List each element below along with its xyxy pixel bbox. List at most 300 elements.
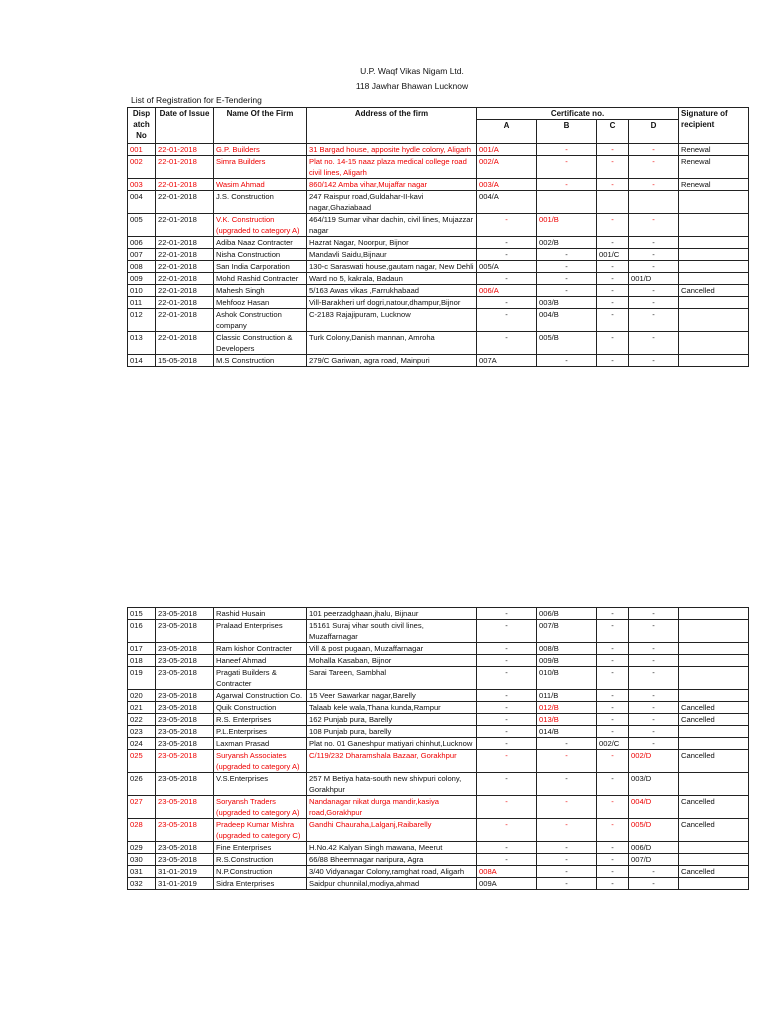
cell-date: 22-01-2018 <box>156 144 214 156</box>
cell-cert-c: - <box>597 714 629 726</box>
table-row <box>128 738 749 750</box>
cell-cert-a: 004/A <box>477 191 537 214</box>
cell-dispatch-no: 025 <box>128 750 156 773</box>
cell-signature <box>679 643 749 655</box>
cell-dispatch-no: 004 <box>128 191 156 214</box>
cell-address: 101 peerzadghaan,jhalu, Bijnaur <box>307 608 477 620</box>
cell-dispatch-no: 028 <box>128 819 156 842</box>
cell-cert-d: 002/D <box>629 750 679 773</box>
cell-cert-b <box>537 191 597 214</box>
cell-cert-a: - <box>477 796 537 819</box>
cell-firm-name: Pradeep Kumar Mishra (upgraded to category C) <box>214 819 307 842</box>
cell-signature: Renewal <box>679 156 749 179</box>
cell-cert-b: 010/B <box>537 667 597 690</box>
cell-cert-a: 002/A <box>477 156 537 179</box>
cell-cert-d: - <box>629 214 679 237</box>
table-row <box>128 878 749 890</box>
col-firm-address: Address of the firm <box>307 108 477 144</box>
table-row <box>128 309 749 332</box>
cell-address: 130-c Saraswati house,gautam nagar, New Dehli <box>307 261 477 273</box>
cell-firm-name: V.K. Construction (upgraded to category A) <box>214 214 307 237</box>
cell-date: 22-01-2018 <box>156 297 214 309</box>
cell-cert-a: 008A <box>477 866 537 878</box>
cell-firm-name: Soryansh Traders (upgraded to category A) <box>214 796 307 819</box>
table-row <box>128 750 749 773</box>
cell-cert-b: - <box>537 355 597 367</box>
cell-date: 22-01-2018 <box>156 249 214 261</box>
cell-cert-b: 003/B <box>537 297 597 309</box>
cell-address: 257 M Betiya hata-south new shivpuri colony, Gorakhpur <box>307 773 477 796</box>
cell-cert-b: 005/B <box>537 332 597 355</box>
cell-date: 23-05-2018 <box>156 608 214 620</box>
cell-date: 22-01-2018 <box>156 156 214 179</box>
cell-cert-b: - <box>537 750 597 773</box>
cell-signature <box>679 655 749 667</box>
cell-dispatch-no: 013 <box>128 332 156 355</box>
cell-date: 22-01-2018 <box>156 261 214 273</box>
cell-signature <box>679 608 749 620</box>
cell-cert-a: - <box>477 332 537 355</box>
cell-cert-c: - <box>597 655 629 667</box>
cell-address: 3/40 Vidyanagar Colony,ramghat road, Aligarh <box>307 866 477 878</box>
cell-address: Hazrat Nagar, Noorpur, Bijnor <box>307 237 477 249</box>
cell-signature <box>679 726 749 738</box>
cell-cert-b: 011/B <box>537 690 597 702</box>
cell-firm-name: Nisha Construction <box>214 249 307 261</box>
cell-dispatch-no: 018 <box>128 655 156 667</box>
cell-cert-a: 006/A <box>477 285 537 297</box>
cell-cert-c: - <box>597 866 629 878</box>
table-row <box>128 297 749 309</box>
cell-cert-d: 003/D <box>629 773 679 796</box>
cell-signature <box>679 842 749 854</box>
cell-signature: Cancelled <box>679 796 749 819</box>
cell-date: 23-05-2018 <box>156 796 214 819</box>
cell-signature <box>679 214 749 237</box>
cell-cert-a: - <box>477 297 537 309</box>
cell-signature <box>679 667 749 690</box>
cell-signature <box>679 191 749 214</box>
cell-signature <box>679 854 749 866</box>
table-row <box>128 819 749 842</box>
cell-cert-d: - <box>629 156 679 179</box>
cell-date: 22-01-2018 <box>156 191 214 214</box>
cell-address: 464/119 Sumar vihar dachin, civil lines, Mujazzar nagar <box>307 214 477 237</box>
cell-signature <box>679 773 749 796</box>
cell-address: Plat no. 14-15 naaz plaza medical college road civil lines, Aligarh <box>307 156 477 179</box>
cell-address: Talaab kele wala,Thana kunda,Rampur <box>307 702 477 714</box>
cell-cert-d: - <box>629 667 679 690</box>
cell-dispatch-no: 030 <box>128 854 156 866</box>
table-body-1 <box>128 144 749 367</box>
cell-dispatch-no: 007 <box>128 249 156 261</box>
cell-cert-b: - <box>537 285 597 297</box>
cell-dispatch-no: 011 <box>128 297 156 309</box>
cell-signature: Cancelled <box>679 819 749 842</box>
cell-cert-c: - <box>597 620 629 643</box>
cell-date: 22-01-2018 <box>156 309 214 332</box>
cell-cert-c: - <box>597 156 629 179</box>
cell-date: 23-05-2018 <box>156 819 214 842</box>
cell-cert-d: - <box>629 249 679 261</box>
table-row <box>128 249 749 261</box>
cell-cert-d: 005/D <box>629 819 679 842</box>
cell-date: 23-05-2018 <box>156 842 214 854</box>
col-cert-a: A <box>477 120 537 144</box>
cell-cert-c: - <box>597 297 629 309</box>
cell-cert-a: - <box>477 655 537 667</box>
cell-firm-name: N.P.Construction <box>214 866 307 878</box>
cell-date: 22-01-2018 <box>156 332 214 355</box>
cell-signature <box>679 249 749 261</box>
cell-address: 108 Punjab pura, barelly <box>307 726 477 738</box>
cell-date: 22-01-2018 <box>156 285 214 297</box>
cell-cert-a: - <box>477 726 537 738</box>
cell-firm-name: San India Carporation <box>214 261 307 273</box>
cell-signature <box>679 878 749 890</box>
cell-firm-name: Wasim Ahmad <box>214 179 307 191</box>
cell-cert-d: - <box>629 690 679 702</box>
cell-dispatch-no: 009 <box>128 273 156 285</box>
cell-signature <box>679 237 749 249</box>
cell-date: 23-05-2018 <box>156 702 214 714</box>
cell-address: Plat no. 01 Ganeshpur matiyari chinhut,Lucknow <box>307 738 477 750</box>
cell-address: C-2183 Rajajipuram, Lucknow <box>307 309 477 332</box>
cell-signature: Renewal <box>679 144 749 156</box>
cell-date: 15-05-2018 <box>156 355 214 367</box>
cell-cert-d: - <box>629 355 679 367</box>
cell-firm-name: Classic Construction & Developers <box>214 332 307 355</box>
cell-firm-name: Quik Construction <box>214 702 307 714</box>
cell-firm-name: Agarwal Construction Co. <box>214 690 307 702</box>
cell-cert-c: - <box>597 702 629 714</box>
cell-cert-a: 007A <box>477 355 537 367</box>
cell-signature <box>679 261 749 273</box>
col-certificate-no: Certificate no. <box>477 108 679 120</box>
table-row <box>128 854 749 866</box>
table-row <box>128 608 749 620</box>
cell-firm-name: Sidra Enterprises <box>214 878 307 890</box>
cell-cert-c: - <box>597 214 629 237</box>
cell-cert-d: - <box>629 726 679 738</box>
cell-cert-b: - <box>537 249 597 261</box>
table-row <box>128 690 749 702</box>
cell-firm-name: R.S.Construction <box>214 854 307 866</box>
cell-cert-a: 001/A <box>477 144 537 156</box>
cell-cert-a: - <box>477 819 537 842</box>
cell-cert-a: - <box>477 750 537 773</box>
cell-address: Vill-Barakheri urf dogri,natour,dhampur,Bijnor <box>307 297 477 309</box>
cell-dispatch-no: 003 <box>128 179 156 191</box>
cell-signature: Cancelled <box>679 750 749 773</box>
cell-date: 23-05-2018 <box>156 750 214 773</box>
cell-cert-c: - <box>597 726 629 738</box>
table-row <box>128 620 749 643</box>
cell-signature: Cancelled <box>679 866 749 878</box>
cell-firm-name: Suryansh Associates (upgraded to category A) <box>214 750 307 773</box>
table-row <box>128 643 749 655</box>
col-signature: Signature of recipient <box>679 108 749 144</box>
cell-signature: Cancelled <box>679 714 749 726</box>
cell-cert-a: - <box>477 773 537 796</box>
cell-dispatch-no: 026 <box>128 773 156 796</box>
cell-cert-c: - <box>597 273 629 285</box>
table-row <box>128 702 749 714</box>
cell-date: 31-01-2019 <box>156 878 214 890</box>
table-row <box>128 726 749 738</box>
cell-cert-b: - <box>537 854 597 866</box>
cell-dispatch-no: 023 <box>128 726 156 738</box>
table-row <box>128 866 749 878</box>
cell-cert-d: - <box>629 332 679 355</box>
cell-cert-c: - <box>597 819 629 842</box>
table-row <box>128 237 749 249</box>
cell-cert-a: - <box>477 690 537 702</box>
cell-cert-d: - <box>629 714 679 726</box>
cell-address: H.No.42 Kalyan Singh mawana, Meerut <box>307 842 477 854</box>
cell-cert-b: 002/B <box>537 237 597 249</box>
cell-firm-name: Laxman Prasad <box>214 738 307 750</box>
cell-cert-b: - <box>537 261 597 273</box>
cell-cert-b: 007/B <box>537 620 597 643</box>
cell-address: 31 Bargad house, apposite hydle colony, Aligarh <box>307 144 477 156</box>
cell-cert-a: - <box>477 702 537 714</box>
cell-address: 15 Veer Sawarkar nagar,Barelly <box>307 690 477 702</box>
cell-cert-a: - <box>477 854 537 866</box>
cell-cert-b: 012/B <box>537 702 597 714</box>
cell-cert-b: - <box>537 819 597 842</box>
cell-cert-d: - <box>629 878 679 890</box>
cell-firm-name: Adiba Naaz Contracter <box>214 237 307 249</box>
cell-address: Vill & post pugaan, Muzaffarnagar <box>307 643 477 655</box>
cell-cert-d: - <box>629 144 679 156</box>
cell-cert-d: - <box>629 643 679 655</box>
cell-address: Ward no 5, kakrala, Badaun <box>307 273 477 285</box>
cell-dispatch-no: 012 <box>128 309 156 332</box>
cell-firm-name: P.L.Enterprises <box>214 726 307 738</box>
cell-cert-d: 007/D <box>629 854 679 866</box>
cell-dispatch-no: 015 <box>128 608 156 620</box>
org-address: 118 Jawhar Bhawan Lucknow <box>355 81 469 91</box>
table-row <box>128 332 749 355</box>
cell-dispatch-no: 016 <box>128 620 156 643</box>
cell-cert-b: - <box>537 866 597 878</box>
col-firm-name: Name Of the Firm <box>214 108 307 144</box>
cell-cert-d: - <box>629 237 679 249</box>
cell-cert-c: - <box>597 750 629 773</box>
cell-cert-b: 008/B <box>537 643 597 655</box>
cell-cert-b: - <box>537 156 597 179</box>
cell-firm-name: Fine Enterprises <box>214 842 307 854</box>
cell-cert-c: - <box>597 237 629 249</box>
col-cert-d: D <box>629 120 679 144</box>
cell-dispatch-no: 006 <box>128 237 156 249</box>
cell-dispatch-no: 024 <box>128 738 156 750</box>
cell-cert-c: - <box>597 261 629 273</box>
cell-dispatch-no: 001 <box>128 144 156 156</box>
cell-address: Turk Colony,Danish mannan, Amroha <box>307 332 477 355</box>
cell-signature: Cancelled <box>679 702 749 714</box>
cell-date: 23-05-2018 <box>156 643 214 655</box>
cell-signature <box>679 297 749 309</box>
cell-cert-d: - <box>629 702 679 714</box>
cell-cert-c: - <box>597 608 629 620</box>
registration-table-1 <box>127 107 749 367</box>
cell-date: 22-01-2018 <box>156 214 214 237</box>
cell-date: 31-01-2019 <box>156 866 214 878</box>
cell-signature <box>679 355 749 367</box>
cell-dispatch-no: 017 <box>128 643 156 655</box>
cell-cert-d: - <box>629 738 679 750</box>
table-row <box>128 714 749 726</box>
cell-cert-a: 005/A <box>477 261 537 273</box>
cell-cert-b: - <box>537 878 597 890</box>
cell-cert-d: - <box>629 866 679 878</box>
cell-address: 162 Punjab pura, Barelly <box>307 714 477 726</box>
cell-address: 247 Raispur road,Guldahar-II-kavi nagar,Ghaziabaad <box>307 191 477 214</box>
cell-address: 860/142 Amba vihar,Mujaffar nagar <box>307 179 477 191</box>
cell-cert-b: 001/B <box>537 214 597 237</box>
cell-firm-name: Mohd Rashid Contracter <box>214 273 307 285</box>
table-row <box>128 179 749 191</box>
cell-cert-c: - <box>597 309 629 332</box>
cell-cert-d: - <box>629 261 679 273</box>
cell-cert-b: 004/B <box>537 309 597 332</box>
cell-cert-c: - <box>597 690 629 702</box>
cell-cert-b: - <box>537 738 597 750</box>
cell-address: 5/163 Awas vikas ,Farrukhabaad <box>307 285 477 297</box>
cell-signature <box>679 620 749 643</box>
list-title: List of Registration for E-Tendering <box>131 95 262 105</box>
cell-date: 22-01-2018 <box>156 237 214 249</box>
cell-cert-d: - <box>629 655 679 667</box>
cell-cert-a: - <box>477 249 537 261</box>
table-row <box>128 191 749 214</box>
cell-cert-a: - <box>477 714 537 726</box>
table-row <box>128 667 749 690</box>
cell-cert-d: - <box>629 297 679 309</box>
cell-cert-d: - <box>629 179 679 191</box>
cell-cert-d: 004/D <box>629 796 679 819</box>
cell-cert-a: - <box>477 237 537 249</box>
table-row <box>128 285 749 297</box>
cell-cert-c: - <box>597 854 629 866</box>
cell-firm-name: R.S. Enterprises <box>214 714 307 726</box>
table-row <box>128 773 749 796</box>
col-cert-c: C <box>597 120 629 144</box>
table-row <box>128 842 749 854</box>
cell-dispatch-no: 021 <box>128 702 156 714</box>
cell-firm-name: J.S. Construction <box>214 191 307 214</box>
cell-dispatch-no: 010 <box>128 285 156 297</box>
cell-cert-d <box>629 191 679 214</box>
cell-cert-b: 006/B <box>537 608 597 620</box>
cell-cert-a: - <box>477 309 537 332</box>
table-row <box>128 355 749 367</box>
cell-signature <box>679 690 749 702</box>
cell-firm-name: Mahesh Singh <box>214 285 307 297</box>
cell-firm-name: G.P. Builders <box>214 144 307 156</box>
cell-cert-b: - <box>537 842 597 854</box>
cell-cert-b: - <box>537 273 597 285</box>
cell-dispatch-no: 020 <box>128 690 156 702</box>
cell-cert-d: - <box>629 620 679 643</box>
cell-date: 23-05-2018 <box>156 655 214 667</box>
table-row <box>128 214 749 237</box>
cell-cert-c <box>597 191 629 214</box>
cell-cert-a: 009A <box>477 878 537 890</box>
table-row <box>128 273 749 285</box>
table-row <box>128 156 749 179</box>
cell-date: 23-05-2018 <box>156 690 214 702</box>
cell-firm-name: Ram kishor Contracter <box>214 643 307 655</box>
cell-address: 15161 Suraj vihar south civil lines, Muzaffarnagar <box>307 620 477 643</box>
registration-table-2 <box>127 607 749 890</box>
cell-dispatch-no: 014 <box>128 355 156 367</box>
col-dispatch-no: Disp atch No <box>128 108 156 144</box>
cell-cert-c: - <box>597 643 629 655</box>
cell-cert-b: - <box>537 179 597 191</box>
cell-dispatch-no: 008 <box>128 261 156 273</box>
cell-dispatch-no: 019 <box>128 667 156 690</box>
cell-cert-d: 006/D <box>629 842 679 854</box>
cell-date: 23-05-2018 <box>156 620 214 643</box>
cell-dispatch-no: 032 <box>128 878 156 890</box>
cell-firm-name: Pragati Builders & Contracter <box>214 667 307 690</box>
cell-cert-a: - <box>477 667 537 690</box>
cell-cert-a: 003/A <box>477 179 537 191</box>
cell-firm-name: Haneef Ahmad <box>214 655 307 667</box>
cell-signature: Renewal <box>679 179 749 191</box>
cell-cert-c: - <box>597 179 629 191</box>
table-body-2 <box>128 608 749 890</box>
cell-cert-c: - <box>597 878 629 890</box>
cell-cert-c: 002/C <box>597 738 629 750</box>
cell-cert-a: - <box>477 214 537 237</box>
cell-address: Mandavli Saidu,Bijnaur <box>307 249 477 261</box>
cell-address: Nandanagar nikat durga mandir,kasiya road,Gorakhpur <box>307 796 477 819</box>
cell-date: 23-05-2018 <box>156 854 214 866</box>
cell-address: Mohalla Kasaban, Bijnor <box>307 655 477 667</box>
cell-date: 23-05-2018 <box>156 738 214 750</box>
cell-cert-b: 009/B <box>537 655 597 667</box>
cell-cert-a: - <box>477 620 537 643</box>
cell-cert-b: 013/B <box>537 714 597 726</box>
col-cert-b: B <box>537 120 597 144</box>
cell-cert-c: - <box>597 842 629 854</box>
cell-dispatch-no: 005 <box>128 214 156 237</box>
cell-cert-d: 001/D <box>629 273 679 285</box>
cell-dispatch-no: 029 <box>128 842 156 854</box>
cell-address: Gandhi Chauraha,Lalganj,Raibarelly <box>307 819 477 842</box>
cell-cert-a: - <box>477 273 537 285</box>
table-row <box>128 655 749 667</box>
cell-dispatch-no: 027 <box>128 796 156 819</box>
cell-date: 22-01-2018 <box>156 179 214 191</box>
cell-signature: Cancelled <box>679 285 749 297</box>
table-row <box>128 144 749 156</box>
cell-cert-c: - <box>597 144 629 156</box>
cell-address: C/119/232 Dharamshala Bazaar, Gorakhpur <box>307 750 477 773</box>
cell-address: 66/88 Bheemnagar naripura, Agra <box>307 854 477 866</box>
cell-date: 23-05-2018 <box>156 667 214 690</box>
cell-cert-c: 001/C <box>597 249 629 261</box>
cell-signature <box>679 738 749 750</box>
cell-cert-c: - <box>597 773 629 796</box>
cell-cert-c: - <box>597 285 629 297</box>
cell-date: 23-05-2018 <box>156 726 214 738</box>
cell-cert-a: - <box>477 842 537 854</box>
